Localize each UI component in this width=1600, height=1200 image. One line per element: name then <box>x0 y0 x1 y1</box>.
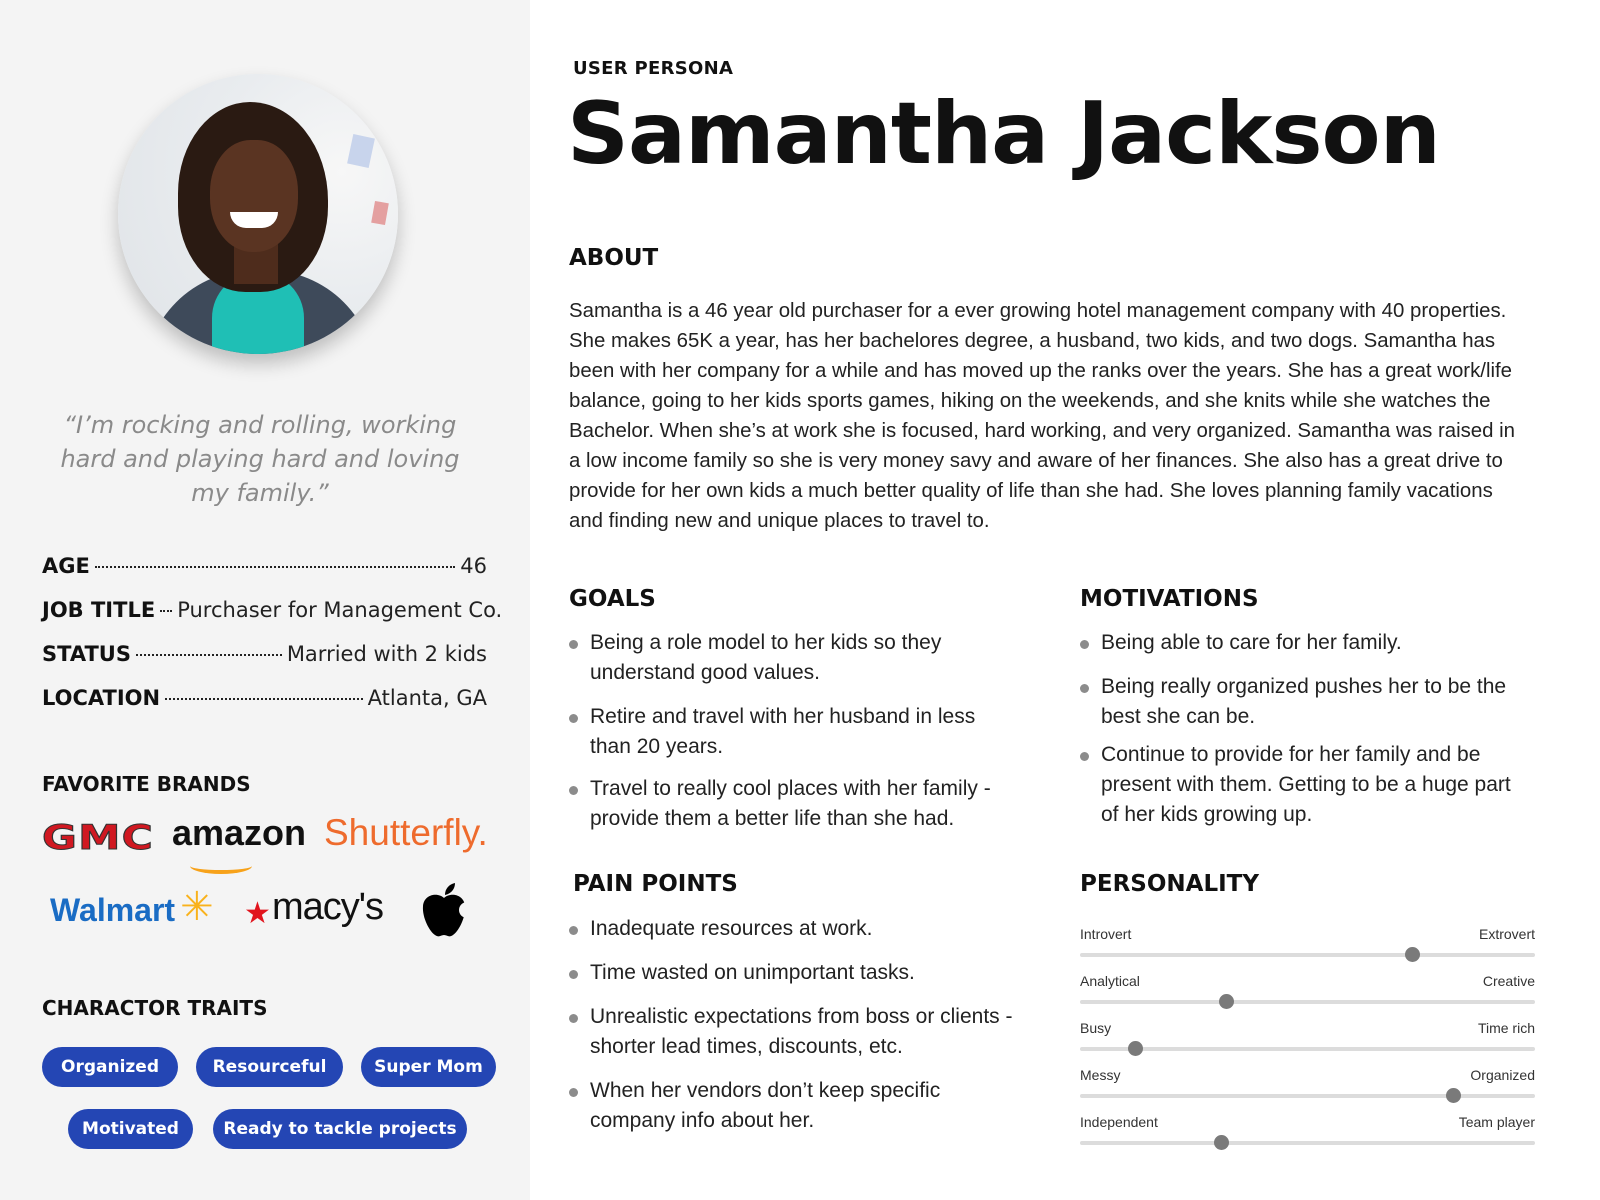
bullet-icon <box>569 1014 578 1023</box>
fact-status <box>42 642 487 686</box>
list-item: Travel to really cool places with her family - provide them a better life than she had. <box>569 774 1009 834</box>
scale-left-label: Messy <box>1080 1067 1121 1083</box>
scale-right-label: Team player <box>1458 1114 1535 1130</box>
scale-track <box>1080 953 1535 957</box>
fact-label: AGE <box>42 554 90 578</box>
scale-left-label: Analytical <box>1080 973 1140 989</box>
persona-facts <box>42 554 503 730</box>
persona-kicker: USER PERSONA <box>573 58 734 79</box>
about-text: Samantha is a 46 year old purchaser for a ever growing hotel management company with 40 properties. She makes 65K a year, has her bachelores degree, a husband, two kids, and two dogs. Samantha has been with her company for a while and has moved up the ranks over the years. She has a great work/life balance, going to her kids sports games, hiking on the weekends, and she knits while she watches the Bachelor. When she’s at work she is focused, hard working, and very organized. Samantha was raised in a low income family so she is very money savy and aware of her finances. She also has a great drive to provide for her own kids a much better quality of life than she had. She loves planning family vacations and finding new and unique places to travel to. <box>569 300 1516 532</box>
trait-badge: Resourceful <box>196 1047 343 1087</box>
motivations-heading: MOTIVATIONS <box>1080 586 1259 612</box>
scale-left-label: Independent <box>1080 1114 1158 1130</box>
bullet-icon <box>569 786 578 795</box>
bullet-icon <box>569 970 578 979</box>
goals-heading: GOALS <box>569 586 656 612</box>
scale-right-label: Creative <box>1482 973 1535 989</box>
fact-value: Married with 2 kids <box>286 642 487 666</box>
amazon-logo: amazon <box>172 812 307 853</box>
fact-value: 46 <box>460 554 487 578</box>
persona-name: Samantha Jackson <box>567 84 1440 184</box>
favorite-brands-heading: FAVORITE BRANDS <box>42 772 251 796</box>
scale-track <box>1080 1000 1535 1004</box>
scale-track <box>1080 1141 1535 1145</box>
dot-leader <box>95 566 455 568</box>
macys-logo: macy's <box>272 886 384 928</box>
list-item: Inadequate resources at work. <box>569 914 1019 944</box>
shutterfly-logo: Shutterfly. <box>324 812 488 853</box>
personality-scale-analytical-creative <box>1080 973 1535 1019</box>
list-item: Time wasted on unimportant tasks. <box>569 958 1019 988</box>
fact-value: Purchaser for Management Co. <box>177 598 503 622</box>
bullet-icon <box>569 926 578 935</box>
scale-knob <box>1405 947 1420 962</box>
fact-label: JOB TITLE <box>42 598 156 622</box>
fact-value: Atlanta, GA <box>367 686 487 710</box>
list-item: Being a role model to her kids so they understand good values. <box>569 628 1009 688</box>
persona-sidebar <box>0 0 530 1200</box>
scale-knob <box>1214 1135 1229 1150</box>
gmc-logo: GMC <box>42 818 155 858</box>
personality-heading: PERSONALITY <box>1080 871 1260 897</box>
macys-star-icon: ★ <box>244 896 271 931</box>
bullet-icon <box>1080 752 1089 761</box>
persona-photo <box>118 74 398 354</box>
list-item: Continue to provide for her family and be present with them. Getting to be a huge part of her kids growing up. <box>1080 740 1530 830</box>
fact-job-title <box>42 598 503 642</box>
pain-points-heading: PAIN POINTS <box>573 871 738 897</box>
fact-label: LOCATION <box>42 686 161 710</box>
character-traits-heading: CHARACTOR TRAITS <box>42 996 268 1020</box>
trait-badge: Ready to tackle projects <box>213 1109 467 1149</box>
scale-track <box>1080 1094 1535 1098</box>
scale-left-label: Introvert <box>1080 926 1132 942</box>
fact-age <box>42 554 487 598</box>
walmart-spark-icon: ✳ <box>180 884 214 930</box>
about-heading: ABOUT <box>569 245 659 271</box>
bullet-icon <box>1080 684 1089 693</box>
list-item: Being really organized pushes her to be the best she can be. <box>1080 672 1530 732</box>
pain-points-list <box>569 914 1019 1136</box>
scale-right-label: Organized <box>1470 1067 1535 1083</box>
walmart-logo: Walmart <box>50 892 176 928</box>
motivations-list <box>1080 628 1530 830</box>
scale-knob <box>1128 1041 1143 1056</box>
scale-right-label: Extrovert <box>1478 926 1535 942</box>
apple-icon <box>420 882 468 940</box>
bullet-icon <box>569 1088 578 1097</box>
trait-badge: Motivated <box>68 1109 193 1149</box>
scale-right-label: Time rich <box>1477 1020 1535 1036</box>
personality-scale-independent-team-player <box>1080 1114 1535 1160</box>
personality-scale-introvert-extrovert <box>1080 926 1535 972</box>
list-item: When her vendors don’t keep specific company info about her. <box>569 1076 1019 1136</box>
scale-knob <box>1219 994 1234 1009</box>
dot-leader <box>165 698 363 700</box>
persona-quote: “I’m rocking and rolling, working hard and playing hard and loving my family.” <box>60 411 460 507</box>
scale-knob <box>1446 1088 1461 1103</box>
dot-leader <box>160 610 172 612</box>
list-item: Unrealistic expectations from boss or clients - shorter lead times, discounts, etc. <box>569 1002 1019 1062</box>
scale-track <box>1080 1047 1535 1051</box>
amazon-smile-icon <box>190 858 252 874</box>
trait-badge: Super Mom <box>361 1047 496 1087</box>
personality-scale-messy-organized <box>1080 1067 1535 1113</box>
list-item: Retire and travel with her husband in less than 20 years. <box>569 702 1009 762</box>
fact-location <box>42 686 487 730</box>
trait-badge: Organized <box>42 1047 178 1087</box>
bullet-icon <box>1080 640 1089 649</box>
fact-label: STATUS <box>42 642 131 666</box>
list-item: Being able to care for her family. <box>1080 628 1530 658</box>
bullet-icon <box>569 640 578 649</box>
dot-leader <box>136 654 282 656</box>
personality-scale-busy-time-rich <box>1080 1020 1535 1066</box>
scale-left-label: Busy <box>1080 1020 1112 1036</box>
bullet-icon <box>569 714 578 723</box>
goals-list <box>569 628 1009 834</box>
